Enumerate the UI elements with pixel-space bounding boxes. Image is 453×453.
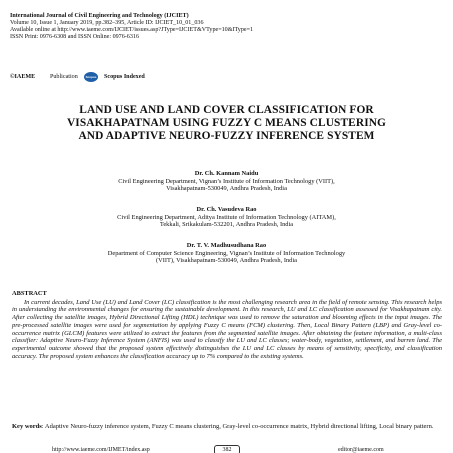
- author-affiliation: Civil Engineering Department, Aditya Institute of Information Technology (AITAM),: [117, 213, 336, 221]
- page-number: 382: [214, 445, 240, 453]
- indexing-row: [10, 72, 310, 84]
- volume-line: Volume 10, Issue 1, January 2019, pp.382–395, Article ID: IJCIET_10_01_036: [10, 20, 204, 27]
- footer-email-link[interactable]: editor@iaeme.com: [338, 447, 384, 453]
- author-name: Dr. Ch. Kannam Naidu: [194, 170, 259, 177]
- author-name: Dr. Ch. Vasudeva Rao: [196, 206, 257, 213]
- online-availability-line: Available online at http://www.iaeme.com/IJCIET/issues.asp?JType=IJCIET&VType=10&IType=1: [10, 27, 254, 34]
- author-affiliation: Department of Computer Science Engineering, Vignan’s Institute of Information Technology: [107, 249, 346, 257]
- author-affiliation: Civil Engineering Department, Vignan’s Institute of Information Technology (VIIT),: [118, 177, 335, 185]
- scopus-logo-icon: Scopus: [84, 72, 98, 82]
- author-affiliation: Tekkali, Srikakulam-532201, Andhra Pradesh, India: [159, 221, 294, 229]
- keywords-section: [12, 423, 442, 431]
- scopus-indexed-label: Scopus Indexed: [104, 74, 145, 80]
- author-block: [10, 242, 443, 265]
- issn-line: ISSN Print: 0976-6308 and ISSN Online: 0976-6316: [10, 34, 139, 41]
- paper-title: LAND USE AND LAND COVER CLASSIFICATION FOR VISAKHAPATNAM USING FUZZY C MEANS CLUSTERING AND ADAPTIVE NEURO-FUZZY INFERENCE SYSTEM: [66, 104, 387, 143]
- abstract-section: [12, 290, 442, 360]
- keywords-text: : Adaptive Neuro-fuzzy inference system, Fuzzy C means clustering, Gray-level co-occurrence matrix, Hybrid directional lifting, Local binary pattern.: [41, 423, 434, 430]
- page-footer: [0, 447, 453, 453]
- journal-name: International Journal of Civil Engineering and Technology (IJCIET): [10, 13, 189, 19]
- author-name: Dr. T. V. Madhusudhana Rao: [186, 242, 267, 249]
- footer-url-link[interactable]: http://www.iaeme.com/IJMET/index.asp: [52, 447, 150, 453]
- publication-label: Publication: [50, 74, 78, 80]
- journal-header: [10, 13, 450, 41]
- abstract-text: In current decades, Land Use (LU) and Land Cover (LC) classification is the most challenging research area in the field of remote sensing. This research helps in understanding the environmental changes for ensuring the sustainable development. In this research, LU and LC classification assessed for Visakhapatnam city. After collecting the satellite images, Hybrid Directional Lifting (HDL) technique was used to remove the saturation and blooming effects in the input images. The pre-processed satellite images were used for segmentation by applying Fuzzy C means (FCM) clustering. Then, Local Binary Pattern (LBP) and Gray-level co-occurrence matrix (GLCM) features were utilized to extract the features from the segmented satellite images. After obtaining the feature information, a multi-class classifier: Adaptive Neuro-Fuzzy Inference System (ANFIS) was used to classify the LU and LC classes; water-body, vegetation, settlement, and barren land. The experimental outcome showed that the proposed system effectively distinguishes the LU and LC classes by means of sensitivity, specificity, and classification accuracy. The proposed system enhances the classification accuracy up to 7% compared to the existing systems.: [12, 298, 442, 360]
- author-affiliation: (VIIT), Visakhapatnam-530049, Andhra Pradesh, India: [156, 257, 297, 265]
- author-affiliation: Visakhapatnam-530049, Andhra Pradesh, India: [166, 185, 287, 193]
- keywords-label: Key words: [12, 423, 42, 430]
- author-block: [10, 170, 443, 193]
- iaeme-copyright: ©IAEME: [10, 74, 36, 80]
- author-block: [10, 206, 443, 229]
- abstract-heading: ABSTRACT: [12, 290, 47, 297]
